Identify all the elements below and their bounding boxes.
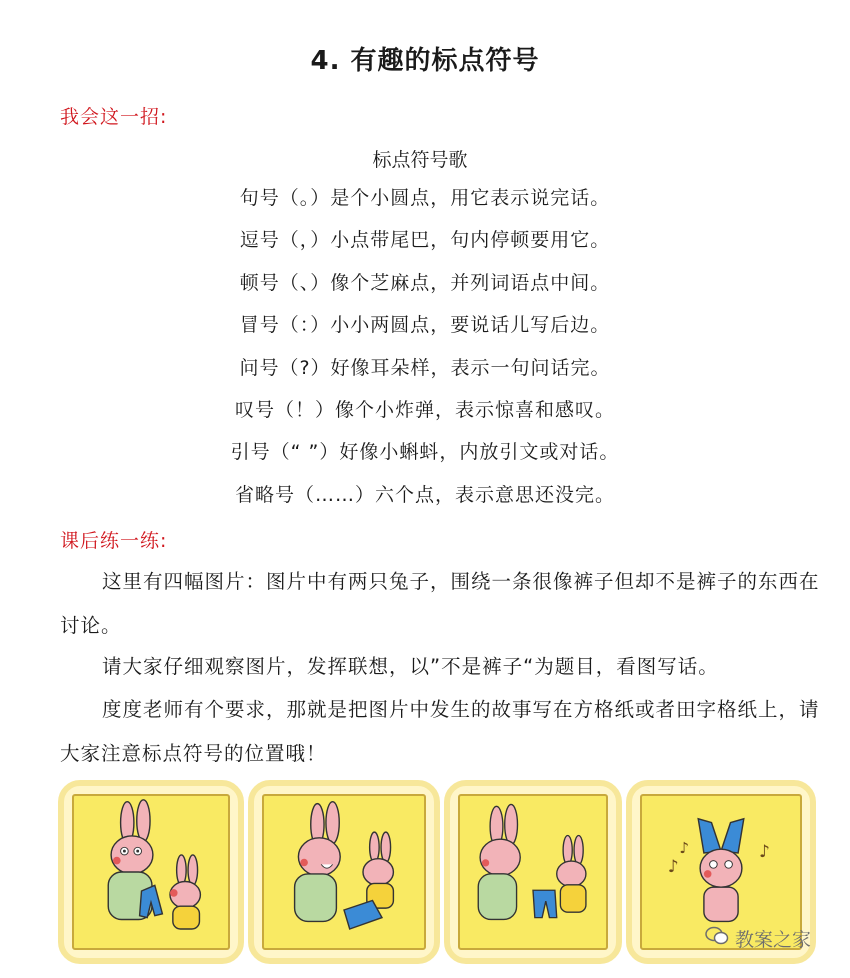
practice-paragraph: 度度老师有个要求，那就是把图片中发生的故事写在方格纸或者田字格纸上，请大家注意标点符号的位置哦！ bbox=[60, 698, 820, 765]
section-heading-practice: 课后练一练: bbox=[60, 530, 168, 552]
svg-text:♪: ♪ bbox=[759, 841, 770, 862]
wechat-icon bbox=[705, 926, 729, 951]
svg-text:♪: ♪ bbox=[679, 839, 689, 857]
watermark-text: 教案之家 bbox=[735, 929, 812, 951]
svg-text:♪: ♪ bbox=[667, 857, 679, 877]
rabbits-with-trousers-illustration bbox=[460, 796, 606, 948]
comic-panel-2 bbox=[248, 780, 440, 964]
rabbits-with-trousers-illustration bbox=[74, 796, 228, 948]
poem-line: 省略号（……）六个点，表示意思还没完。 bbox=[234, 483, 615, 506]
comic-panel-1 bbox=[58, 780, 244, 964]
poem-title: 标点符号歌 bbox=[372, 149, 468, 171]
page-title: 4. 有趣的标点符号 bbox=[310, 46, 540, 76]
comic-strip bbox=[58, 780, 816, 970]
poem-line: 问号（?）好像耳朵样，表示一句问话完。 bbox=[239, 356, 611, 379]
rabbits-with-trousers-illustration bbox=[264, 796, 424, 948]
poem-line: 顿号（、）像个芝麻点，并列词语点中间。 bbox=[239, 271, 611, 294]
watermark bbox=[705, 925, 811, 952]
poem-line: 句号（。）是个小圆点，用它表示说完话。 bbox=[239, 187, 611, 209]
punctuation-poem bbox=[0, 143, 850, 516]
poem-line: 逗号（，）小点带尾巴，句内停顿要用它。 bbox=[239, 229, 611, 252]
poem-line: 冒号（：）小小两圆点，要说话儿写后边。 bbox=[239, 314, 611, 337]
comic-panel-3 bbox=[444, 780, 622, 964]
poem-line: 叹号（！）像个小炸弹，表示惊喜和感叹。 bbox=[234, 398, 615, 421]
practice-paragraph: 请大家仔细观察图片，发挥联想，以”不是裤子“为题目，看图写话。 bbox=[102, 655, 719, 678]
section-heading-method: 我会这一招: bbox=[60, 106, 168, 128]
poem-line: 引号（“ ”）好像小蝌蚪，内放引文或对话。 bbox=[230, 441, 620, 464]
practice-paragraph: 这里有四幅图片：图片中有两只兔子，围绕一条很像裤子但却不是裤子的东西在讨论。 bbox=[60, 570, 820, 637]
